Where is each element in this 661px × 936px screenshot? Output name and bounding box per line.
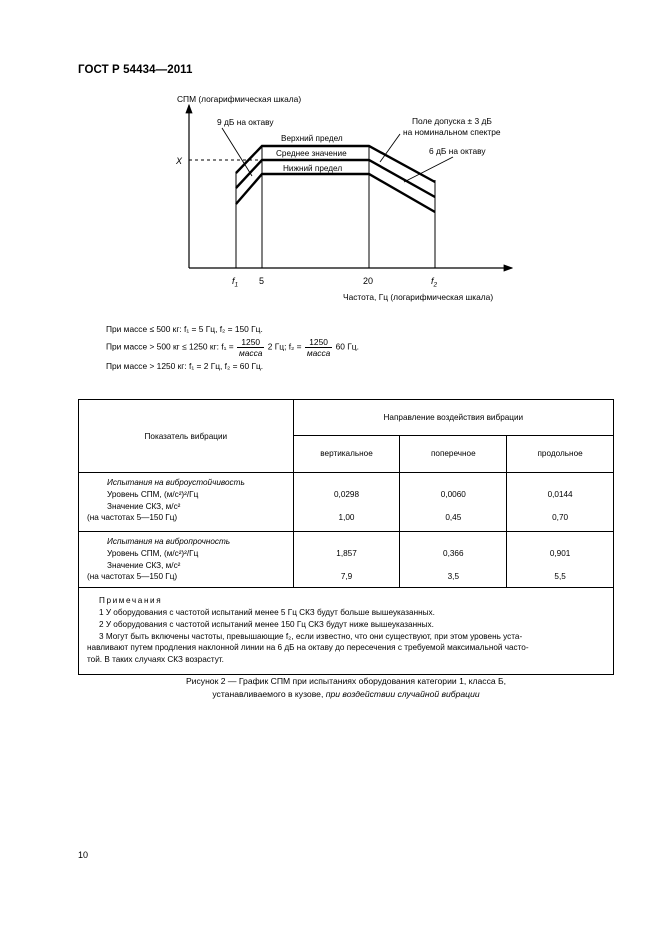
note-3: 3 Могут быть включены частоты, превышающие f₂, если известно, что они существуют, при этом уровень уста- — [99, 631, 523, 641]
annotation-9db: 9 дБ на октаву — [217, 117, 274, 127]
row-label: Испытания на виброустойчивость Уровень СПМ, (м/с²)²/Гц Значение СКЗ, м/с² (на частотах 5—150 Гц) — [79, 473, 294, 532]
header-transverse: поперечное — [400, 435, 507, 472]
spm-figure — [0, 0, 661, 320]
band-mean-label: Среднее значение — [276, 149, 347, 158]
header-longitudinal: продольное — [507, 435, 614, 472]
note-2: 2 У оборудования с частотой испытаний менее 150 Гц СКЗ будут ниже вышеуказанных. — [99, 619, 434, 629]
tick-f2: $f_2$ — [431, 276, 438, 289]
value-longitudinal: 0,0144 0,70 — [507, 473, 614, 532]
x-marker-label: X — [176, 156, 183, 166]
notes-row — [79, 588, 614, 675]
tick-20: 20 — [363, 276, 374, 286]
tick-5: 5 — [259, 276, 265, 286]
formula-line-1: При массе ≤ 500 кг: f₁ = 5 Гц, f₂ = 150 Гц. — [106, 324, 263, 334]
vibration-table-wrapper — [78, 399, 614, 675]
table-row — [79, 473, 614, 532]
caption-line-1: Рисунок 2 — График СПМ при испытаниях оборудования категории 1, класса Б, — [185, 676, 507, 686]
fraction-1: $\frac{1250}{\text{масса}}$ — [238, 337, 263, 358]
value-transverse: 0,0060 0,45 — [400, 473, 507, 532]
formula-line-2: При массе > 500 кг ≤ 1250 кг: f₁ = $\frac{1250}{\text{масса}}$ 2 Гц; f₂ = $\frac{1250}{\text{масса}}$ 60 Гц. — [106, 337, 359, 358]
mass-formulas — [106, 323, 359, 372]
note-3-cont: навливают путем продления наклонной линии на 6 дБ на октаву до пересечения с требуемой максимальной часто- — [87, 643, 529, 653]
annotation-tolerance-line2: на номинальном спектре — [403, 127, 501, 137]
caption-line-2: устанавливаемого в кузове, при воздействии случайной вибрации — [212, 688, 480, 699]
notes-cell — [79, 588, 614, 675]
table-row — [79, 532, 614, 588]
value-vertical: 0,0298 1,00 — [293, 473, 400, 532]
header-vertical: вертикальное — [293, 435, 400, 472]
formula-line-3: При массе > 1250 кг: f₁ = 2 Гц, f₂ = 60 Гц. — [106, 361, 264, 371]
fraction-2: $\frac{1250}{\text{масса}}$ — [306, 337, 331, 358]
value-transverse: 0,366 3,5 — [400, 532, 507, 588]
header-indicator: Показатель вибрации — [79, 400, 294, 473]
vibration-table — [78, 399, 614, 675]
page-number: 10 — [78, 850, 89, 860]
annotation-tolerance-line1: Поле допуска ± 3 дБ — [412, 116, 492, 126]
value-longitudinal: 0,901 5,5 — [507, 532, 614, 588]
note-3-end: той. В таких случаях СКЗ возрастут. — [87, 655, 224, 665]
value-vertical: 1,857 7,9 — [293, 532, 400, 588]
figure-caption — [78, 675, 614, 700]
annotation-6db: 6 дБ на октаву — [429, 146, 486, 156]
header-direction: Направление воздействия вибрации — [293, 400, 613, 436]
notes-title: Примечания — [99, 596, 163, 606]
note-1: 1 У оборудования с частотой испытаний менее 5 Гц СКЗ будут больше вышеуказанных. — [99, 607, 435, 617]
row-label: Испытания на вибропрочность Уровень СПМ, (м/с²)²/Гц Значение СКЗ, м/с² (на частотах 5—150 Гц) — [79, 532, 294, 588]
leader-9db — [222, 128, 252, 176]
y-axis-label: СПМ (логарифмическая шкала) — [177, 94, 302, 104]
x-axis-label: Частота, Гц (логарифмическая шкала) — [343, 292, 494, 302]
band-lower-label: Нижний предел — [283, 164, 343, 173]
band-upper-label: Верхний предел — [281, 134, 343, 143]
document-header: ГОСТ Р 54434—2011 — [78, 64, 193, 76]
tick-f1: $f_1$ — [232, 276, 239, 289]
